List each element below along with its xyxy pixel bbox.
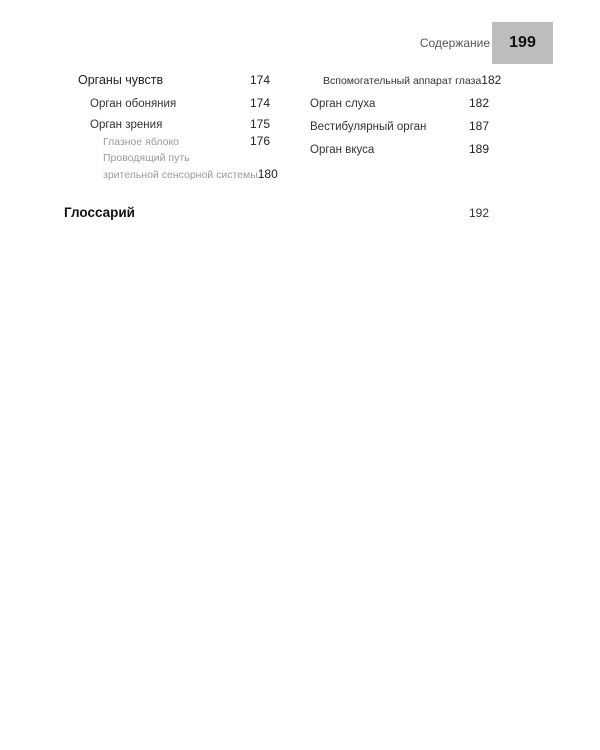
toc-entry-page: 180 [257,167,278,181]
running-header-section: Содержание [419,36,490,50]
toc-entry-provodyashchiy-put[interactable] [103,152,270,164]
toc-entry-page: 176 [249,134,270,148]
toc-entry-label: Вспомогательный аппарат глаза [323,75,482,87]
toc-entry-label: Проводящий путь [103,152,190,164]
toc-entry-vspomogatelnyy-apparat[interactable] [323,73,502,87]
toc-entry-label: Орган зрения [90,119,163,131]
page-number-tab [492,22,553,64]
toc-entry-page: 192 [468,206,489,220]
toc-entry-glaznoe-yabloko[interactable] [103,134,270,148]
toc-entry-organy-chuvstv[interactable] [78,73,270,87]
toc-entry-page: 182 [481,73,502,87]
toc-entry-page: 174 [249,73,270,87]
toc-entry-glossariy[interactable] [64,205,489,220]
toc-entry-label: Орган слуха [310,98,376,110]
toc-entry-label: Органы чувств [78,73,164,87]
toc-entry-label: Глазное яблоко [103,136,180,148]
toc-entry-organ-vkusa[interactable] [310,142,489,156]
toc-entry-page: 187 [468,119,489,133]
toc-entry-page: 174 [249,96,270,110]
toc-entry-label: Орган вкуса [310,144,375,156]
toc-entry-page: 175 [249,117,270,131]
toc-entry-zritelnoy-sistemy[interactable] [103,167,278,181]
toc-entry-label: Глоссарий [64,205,135,220]
toc-entry-organ-slukha[interactable] [310,96,489,110]
toc-entry-organ-zreniya[interactable] [90,117,270,131]
toc-entry-label: Вестибулярный орган [310,121,427,133]
toc-entry-label: Орган обоняния [90,98,177,110]
page-number: 199 [509,34,536,51]
toc-entry-organ-obonyaniya[interactable] [90,96,270,110]
toc-entry-page: 182 [468,96,489,110]
toc-entry-page: 189 [468,142,489,156]
toc-entry-vestibulyarnyy-organ[interactable] [310,119,489,133]
toc-entry-label: зрительной сенсорной системы [103,169,258,181]
